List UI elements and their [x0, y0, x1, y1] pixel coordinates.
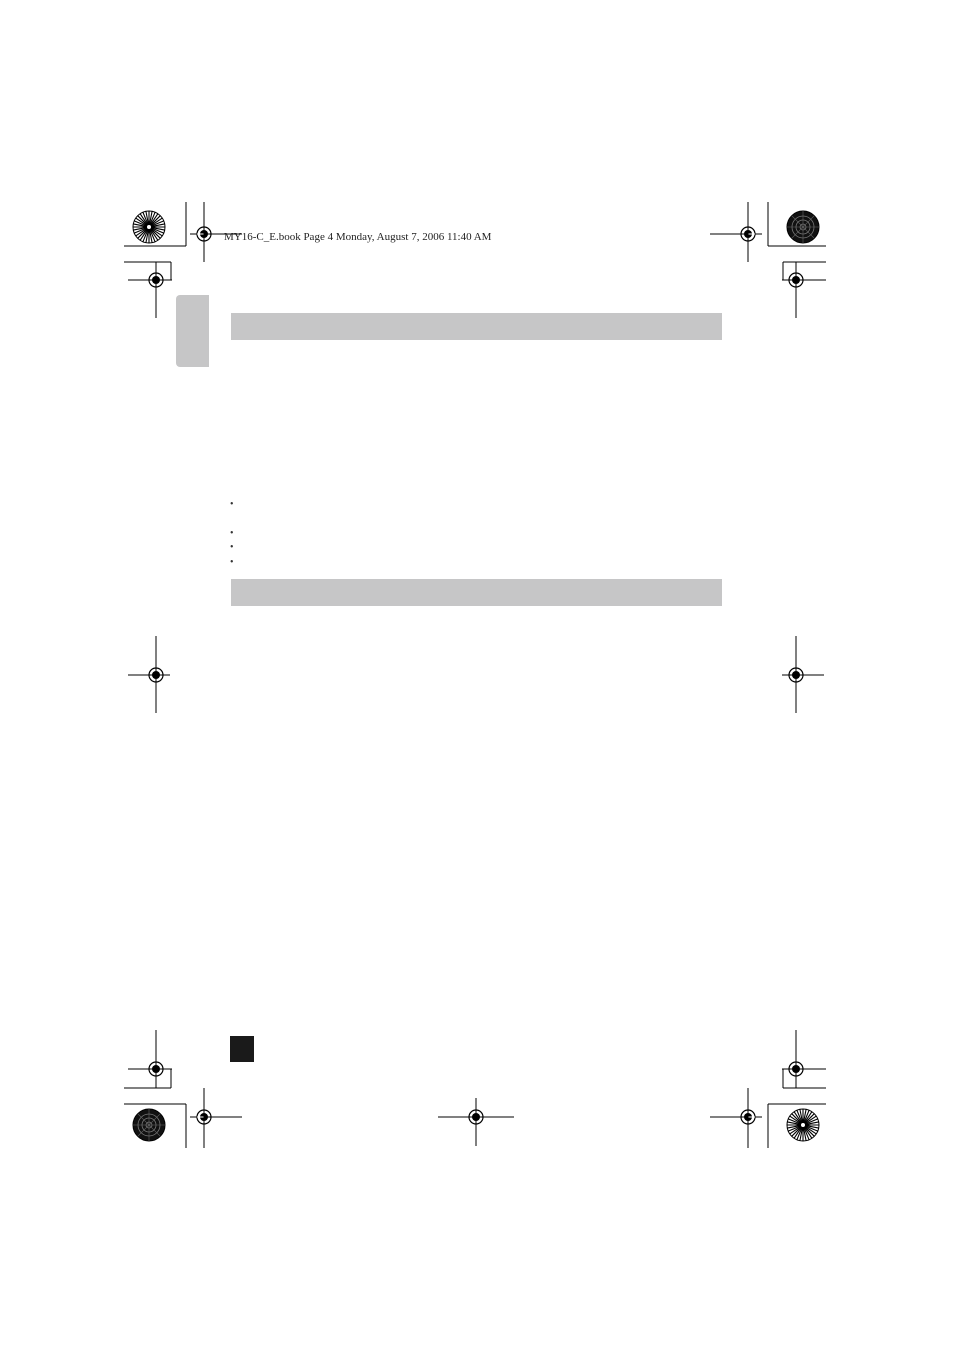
- language-tab: [176, 295, 209, 367]
- bullet-marker: •: [230, 557, 234, 568]
- starburst-bottom-right-icon: [787, 1109, 819, 1141]
- starburst-bottom-left-icon: [133, 1109, 165, 1141]
- starburst-top-right-icon: [787, 211, 819, 243]
- bullet-marker: •: [230, 499, 234, 510]
- page-number-box: [230, 1036, 254, 1062]
- print-header: MY16-C_E.book Page 4 Monday, August 7, 2006 11:40 AM: [224, 231, 492, 243]
- bullet-marker: •: [230, 542, 234, 553]
- bullet-marker: •: [230, 528, 234, 539]
- section-heading-band-1: [231, 313, 722, 340]
- starburst-top-left-icon: [133, 211, 165, 243]
- section-heading-band-2: [231, 579, 722, 606]
